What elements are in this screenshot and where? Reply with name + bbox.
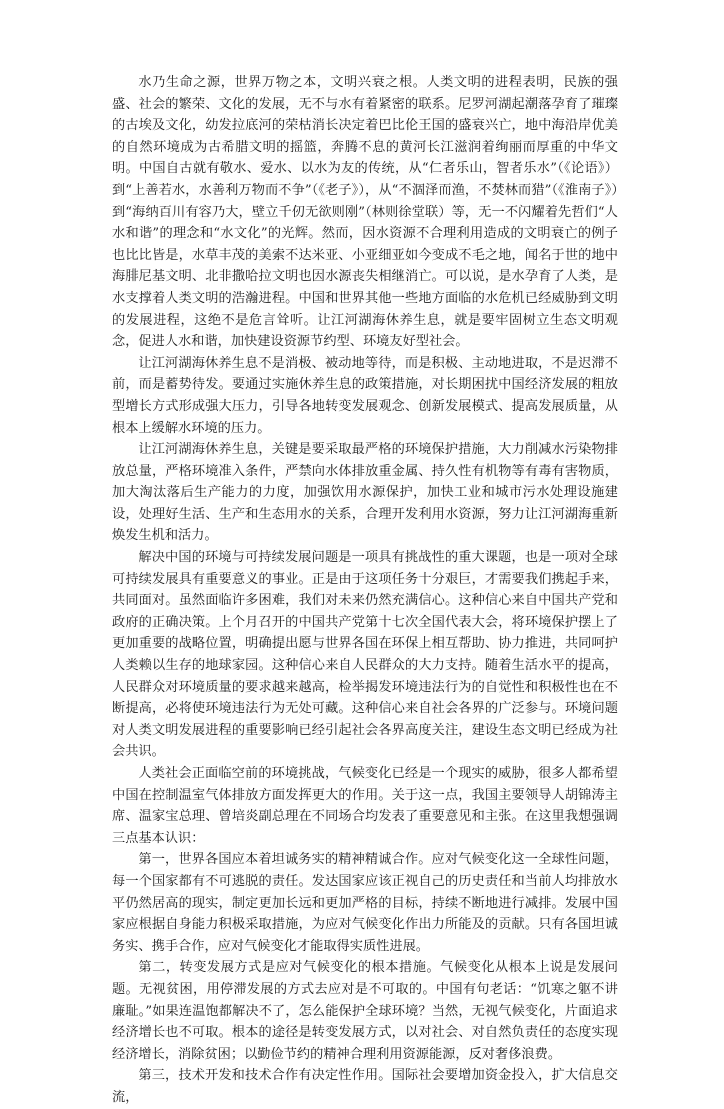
paragraph-point-one: 第一，世界各国应本着坦诚务实的精神精诚合作。应对气候变化这一全球性问题，每一个国家都有不可逃脱的责任。发达国家应该正视自己的历史责任和当前人均排放水平仍然居高的现实，制定更加长远和更加严格的目标，持续不断地进行减排。发展中国家应根据自身能力积极采取措施，为应对气候变化作出力所能及的贡献。只有各国坦诚务实、携手合作，应对气候变化才能取得实质性进展。 [112,852,618,954]
paragraph-water-civilization: 水乃生命之源，世界万物之本，文明兴衰之根。人类文明的进程表明，民族的强盛、社会的繁荣、文化的发展，无不与水有着紧密的联系。尼罗河湖起潮落孕育了璀璨的古埃及文化，幼发拉底河的荣枯消长决定着巴比伦王国的盛衰兴亡，地中海沿岸优美的自然环境成为古希腊文明的摇篮，奔腾不息的黄河长江滋润着绚丽而厚重的中华文明。中国自古就有敬水、爱水、以水为友的传统，从“仁者乐山，智者乐水”（《论语》）到“上善若水，水善利万物而不争”（《老子》），从“不涸泽而渔，不焚林而猎”（《淮南子》）到“海纳百川有容乃大，壁立千仞无欲则刚”（林则徐堂联）等，无一不闪耀着先哲们“人水和谐”的理念和“水文化”的光辉。然而，因水资源不合理利用造成的文明衰亡的例子也比比皆是，水草丰茂的美索不达米亚、小亚细亚如今变成不毛之地，闻名于世的地中海腓尼基文明、北非撒哈拉文明也因水源丧失相继消亡。可以说，是水孕育了人类，是水支撑着人类文明的浩瀚进程。中国和世界其他一些地方面临的水危机已经威胁到文明的发展进程，这绝不是危言耸听。让江河湖海休养生息，就是要牢固树立生态文明观念，促进人水和谐，加快建设资源节约型、环境友好型社会。 [112,75,618,350]
paragraph-rest-not-passive: 让江河湖海休养生息不是消极、被动地等待，而是积极、主动地进取，不是迟滞不前，而是蓄势待发。要通过实施休养生息的政策措施，对长期困扰中国经济发展的粗放型增长方式形成强大压力，引导各地转变发展观念、创新发展模式、提高发展质量，从根本上缓解水环境的压力。 [112,355,618,436]
paragraph-strict-protection: 让江河湖海休养生息，关键是要采取最严格的环境保护措施，大力削减水污染物排放总量，严格环境准入条件，严禁向水体排放重金属、持久性有机物等有毒有害物质，加大淘汰落后生产能力的力度，加强饮用水源保护，加快工业和城市污水处理设施建设，处理好生活、生产和生态用水的关系，合理开发利用水资源，努力让江河湖海重新焕发生机和活力。 [112,442,618,544]
paragraph-climate-challenge: 人类社会正面临空前的环境挑战，气候变化已经是一个现实的威胁，很多人都希望中国在控制温室气体排放方面发挥更大的作用。关于这一点，我国主要领导人胡锦涛主席、温家宝总理、曾培炎副总理在不同场合均发表了重要意见和主张。在这里我想强调三点基本认识： [112,766,618,846]
paragraph-point-two: 第二，转变发展方式是应对气候变化的根本措施。气候变化从根本上说是发展问题。无视贫困，用停滞发展的方式去应对是不可取的。中国有句老话：“饥寒之躯不讲廉耻。”如果连温饱都解决不了，怎么能保护全球环境？当然，无视气候变化，片面追求经济增长也不可取。根本的途径是转变发展方式，以对社会、对自然负责任的态度实现经济增长，消除贫困；以勤俭节约的精神合理利用资源能源，反对奢侈浪费。 [112,960,618,1062]
document-body [112,72,618,1109]
paragraph-point-three: 第三，技术开发和技术合作有决定性作用。国际社会要增加资金投入，扩大信息交流， [112,1068,618,1105]
paragraph-confidence: 解决中国的环境与可持续发展问题是一项具有挑战性的重大课题，也是一项对全球可持续发展具有重要意义的事业。正是由于这项任务十分艰巨，才需要我们携起手来，共同面对。虽然面临许多困难，我们对未来仍然充满信心。这种信心来自中国共产党和政府的正确决策。上个月召开的中国共产党第十七次全国代表大会，将环境保护摆上了更加重要的战略位置，明确提出愿与世界各国在环保上相互帮助、协力推进，共同呵护人类赖以生存的地球家园。这种信心来自人民群众的大力支持。随着生活水平的提高，人民群众对环境质量的要求越来越高，检举揭发环境违法行为的自觉性和积极性也在不断提高，必将使环境违法行为无处可藏。这种信心来自社会各界的广泛参与。环境问题对人类文明发展进程的重要影响已经引起社会各界高度关注，建设生态文明已经成为社会共识。 [112,550,618,760]
